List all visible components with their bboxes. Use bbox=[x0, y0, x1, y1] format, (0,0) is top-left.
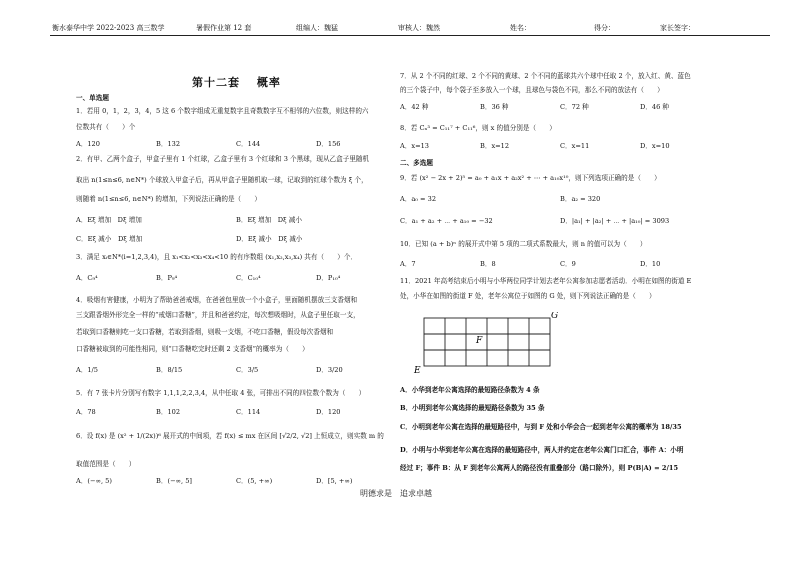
header-divider bbox=[50, 35, 770, 36]
q11-option-a: A．小华到老年公寓选择的最短路径条数为 4 条 bbox=[400, 386, 540, 394]
q3-option-a: A．C₉⁴ bbox=[76, 274, 98, 282]
header-reviewer: 审核人：魏然 bbox=[398, 24, 440, 32]
q1-option-c: C．144 bbox=[236, 140, 261, 148]
q11-option-c: C．小明到老年公寓在选择的最短路径中，与到 F 处和小华会合一起到老年公寓的概率为 18/35 bbox=[400, 423, 682, 431]
section-multi-choice: 二、多选题 bbox=[400, 159, 433, 167]
q1-option-a: A．120 bbox=[76, 140, 100, 148]
q9-option-a: A．a₀ = 32 bbox=[400, 195, 437, 203]
footer-motto: 明德求是 追求卓越 bbox=[360, 489, 432, 498]
q7-option-c: C．72 种 bbox=[560, 103, 589, 111]
q9-option-b: B．a₂ = 320 bbox=[560, 195, 601, 203]
q9-option-c: C．a₁ + a₂ + ⋯ + a₁₀ = −32 bbox=[400, 217, 493, 225]
q8-option-c: C．x=11 bbox=[560, 142, 590, 150]
q5-option-b: B．102 bbox=[156, 408, 181, 416]
q7-text-2: 的三个袋子中，每个袋子至多放入一个球，且球色与袋色不同，那么不同的放法有（ ） bbox=[400, 86, 664, 94]
q2-option-c: C．Eξ 减小 Dξ 增加 bbox=[76, 235, 143, 243]
header-parent: 家长签字： bbox=[660, 24, 695, 32]
q6-text-2: 取值范围是（ ） bbox=[76, 460, 136, 468]
label-f: F bbox=[476, 336, 483, 346]
q7-option-b: B．36 种 bbox=[480, 103, 509, 111]
q4-option-c: C．3/5 bbox=[236, 366, 259, 374]
header-name: 姓名： bbox=[510, 24, 531, 32]
q4-option-b: B．8/15 bbox=[156, 366, 183, 374]
q4-text-4: 口香糖被取到的可能性相同，则“口香糖吃完时还剩 2 支香烟”的概率为（ ） bbox=[76, 345, 309, 353]
q3-option-c: C．C₁₀⁴ bbox=[236, 274, 261, 282]
page-title: 第十二套 概率 bbox=[192, 76, 281, 89]
q11-option-d: D．小明与小华到老年公寓在选择的最短路径中，两人并约定在老年公寓门口汇合，事件 A：小明 bbox=[400, 446, 684, 454]
q4-option-a: A．1/5 bbox=[76, 366, 98, 374]
q2-text: 2．有甲、乙两个盒子，甲盒子里有 1 个红球，乙盒子里有 3 个红球和 3 个黑球，现从乙盒子里随机 bbox=[76, 155, 370, 163]
q11-text: 11．2021 年高考结束后小明与小华两位同学计划去老年公寓参加志愿者活动．小明在如图的街道 E bbox=[400, 277, 692, 285]
q10-option-a: A．7 bbox=[400, 260, 416, 268]
q4-text-2: 三支跟香烟外形完全一样的“戒烟口香糖”，并且和爸爸约定，每次想吸烟时，从盒子里任取一支， bbox=[76, 311, 360, 319]
header-school: 衡水泰华中学 2022-2023 高三数学 bbox=[52, 24, 165, 32]
header-score: 得分： bbox=[594, 24, 615, 32]
q9-text: 9．若 (x² − 2x + 2)⁵ = a₀ + a₁x + a₂x² + ⋯ + a₁₀x¹⁰，则下列选项正确的是（ ） bbox=[400, 174, 661, 182]
q5-option-d: D．120 bbox=[316, 408, 341, 416]
q6-option-a: A．(−∞, 5) bbox=[76, 477, 112, 485]
q10-option-c: C．9 bbox=[560, 260, 576, 268]
q4-option-d: D．3/20 bbox=[316, 366, 343, 374]
q1-option-b: B．132 bbox=[156, 140, 181, 148]
q10-option-b: B．8 bbox=[480, 260, 496, 268]
q3-option-d: D．P₁₀⁴ bbox=[316, 274, 341, 282]
q6-option-d: D．[5, +∞) bbox=[316, 477, 353, 485]
q8-option-b: B．x=12 bbox=[480, 142, 510, 150]
q2-option-b: B．Eξ 增加 Dξ 减小 bbox=[236, 216, 302, 224]
q2-text-2: 取出 n(1≤n≤6, n∈N*) 个球放入甲盒子后，再从甲盒子里随机取一球，记取到的红球个数为 ξ 个， bbox=[76, 176, 368, 184]
label-g: G bbox=[551, 312, 559, 321]
q3-text: 3．满足 xᵢ∈N*(i=1,2,3,4)，且 x₁<x₂<x₃<x₄<10 的有序数组 (x₁,x₂,x₃,x₄) 共有（ ）个． bbox=[76, 253, 358, 261]
q6-option-c: C．(5, +∞) bbox=[236, 477, 273, 485]
street-grid-figure bbox=[410, 312, 560, 374]
q10-option-d: D．10 bbox=[640, 260, 661, 268]
q2-option-d: D．Eξ 减小 Dξ 减小 bbox=[236, 235, 303, 243]
q9-option-d: D．|a₁| + |a₂| + ⋯ + |a₁₀| = 3093 bbox=[560, 217, 670, 225]
q7-option-a: A．42 种 bbox=[400, 103, 429, 111]
q1-text: 1．若用 0，1，2，3，4，5 这 6 个数字组成无重复数字且奇数数字互不相邻的六位数，则这样的六 bbox=[76, 107, 369, 115]
q8-text: 8．若 Cₙ³ = C₁₁⁷ + C₁₁⁶，则 x 的值分别是（ ） bbox=[400, 124, 556, 132]
q5-option-c: C．114 bbox=[236, 408, 261, 416]
q7-option-d: D．46 种 bbox=[640, 103, 669, 111]
q4-text-3: 若取到口香糖则吃一支口香糖，若取到香烟，则吸一支烟，不吃口香糖，假设每次香烟和 bbox=[76, 328, 334, 336]
header-assignment: 暑假作业第 12 套 bbox=[196, 24, 252, 32]
label-e: E bbox=[414, 366, 421, 374]
q6-text: 6．设 f(x) 是 (x² + 1/(2x))⁶ 展开式的中间项，若 f(x) ≤ mx 在区间 [√2/2, √2] 上恒成立，则实数 m 的 bbox=[76, 432, 384, 440]
section-single-choice: 一、单选题 bbox=[76, 94, 109, 102]
q10-text: 10．已知 (a + b)ⁿ 的展开式中第 5 项的二项式系数最大，则 n 的值可以为（ ） bbox=[400, 240, 647, 248]
q11-text-2: 处，小华在如图的街道 F 处，老年公寓位于如图的 G 处，则下列说法正确的是（ ） bbox=[400, 292, 656, 300]
q7-text: 7．从 2 个不同的红球、2 个不同的黄球、2 个不同的蓝球共六个球中任取 2 个，放入红、黄、蓝色 bbox=[400, 72, 691, 80]
q8-option-a: A．x=13 bbox=[400, 142, 429, 150]
q1-option-d: D．156 bbox=[316, 140, 341, 148]
q2-text-3: 则随着 n(1≤n≤6, n∈N*) 的增加，下列说法正确的是（ ） bbox=[76, 195, 261, 203]
q1-text-2: 位数共有（ ）个 bbox=[76, 123, 136, 131]
q11-option-d-2: 经过 F；事件 B：从 F 到老年公寓两人的路径没有重叠部分（路口除外），则 P(B|A) = 2/15 bbox=[400, 464, 679, 472]
q11-option-b: B．小明到老年公寓选择的最短路径条数为 35 条 bbox=[400, 404, 545, 412]
q5-text: 5．有 7 张卡片分别写有数字 1,1,1,2,2,3,4，从中任取 4 张，可排出不同的四位数个数为（ ） bbox=[76, 389, 366, 397]
q2-option-a: A．Eξ 增加 Dξ 增加 bbox=[76, 216, 142, 224]
header-editor: 组编人：魏猛 bbox=[296, 24, 338, 32]
q6-option-b: B．(−∞, 5] bbox=[156, 477, 192, 485]
q4-text: 4．吸烟有害健康，小明为了帮助爸爸戒烟，在爸爸包里放一个小盒子，里面随机摆放三支香烟和 bbox=[76, 296, 358, 304]
q3-option-b: B．P₉⁴ bbox=[156, 274, 178, 282]
q5-option-a: A．78 bbox=[76, 408, 96, 416]
q8-option-d: D．x=10 bbox=[640, 142, 670, 150]
